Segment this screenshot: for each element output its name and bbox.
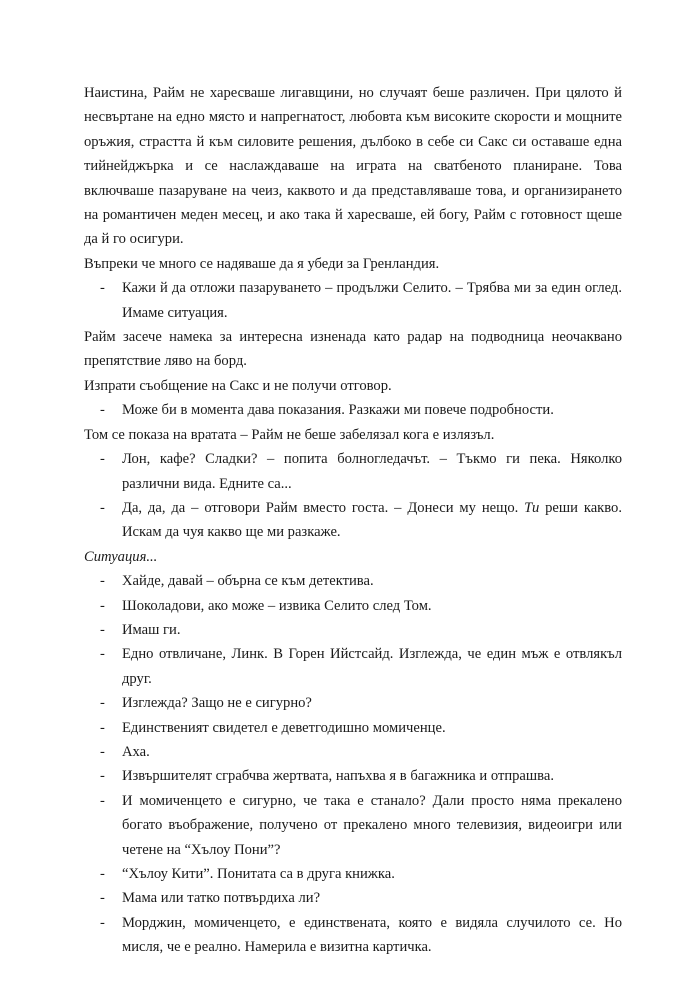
dialog-line (84, 618, 622, 642)
dash-marker: - (100, 597, 105, 614)
dialog-line (84, 496, 622, 545)
paragraph-greenland: Въпреки че много се надяваше да я убеди за Гренландия. (84, 255, 440, 272)
dash-marker: - (100, 695, 105, 712)
dash-marker: - (100, 719, 105, 736)
dialog-list (84, 569, 622, 960)
dialog-line (84, 447, 622, 496)
dash-marker: - (100, 451, 105, 468)
dialog-text: Лон, кафе? Сладки? – попита болногледачът. – Тъкмо ги пека. Няколко различни вида. Едните са... (122, 451, 622, 492)
dash-marker: - (100, 646, 105, 663)
dialog-line (84, 740, 622, 764)
dash-marker: - (100, 280, 105, 297)
dash-marker: - (100, 743, 105, 760)
dialog-line (84, 789, 622, 862)
dialog-text: Изглежда? Защо не е сигурно? (122, 695, 312, 712)
dialog-line (84, 886, 622, 910)
dash-marker: - (100, 499, 105, 516)
dash-marker: - (100, 402, 105, 419)
dialog-text: Може би в момента дава показания. Разкажи ми повече подробности. (122, 402, 554, 419)
dialog-line (84, 862, 622, 886)
dash-marker: - (100, 914, 105, 931)
dialog-line (84, 642, 622, 691)
dialog-line (84, 691, 622, 715)
paragraph-radar: Райм засече намека за интересна изненада като радар на подводница неочаквано препятствие ляво на борд. (84, 329, 622, 370)
dialog-text: Мама или татко потвърдиха ли? (122, 890, 321, 907)
dialog-text: Хайде, давай – обърна се към детектива. (122, 573, 374, 590)
dialog-text: “Хълоу Кити”. Понитата са в друга книжка. (122, 866, 395, 882)
dialog-text: Шоколадови, ако може – извика Селито след Том. (122, 597, 432, 614)
dash-marker: - (100, 890, 105, 907)
emphasis-word: Ти (524, 499, 540, 516)
dialog-line (84, 911, 622, 960)
dialog-text: Извършителят сграбчва жертвата, напъхва я в багажника и отпрашва. (122, 768, 554, 785)
dialog-line (84, 398, 622, 422)
dialog-text-part: реши какво. Искам да чуя какво ще ми разкаже. (122, 499, 622, 541)
dialog-text: Едно отвличане, Линк. В Горен Ийстсайд. Изглежда, че един мъж е отвлякъл друг. (122, 646, 622, 687)
paragraph-tom: Том се показа на вратата – Райм не беше забелязал кога е излязъл. (84, 426, 495, 443)
dash-marker: - (100, 621, 105, 638)
dialog-text-part: Да, да, да – отговори Райм вместо госта. – Донеси му нещо. (122, 499, 525, 516)
dash-marker: - (100, 768, 105, 785)
dialog-text (122, 500, 622, 540)
paragraph-situation: Ситуация... (84, 548, 158, 565)
dialog-text: Аха. (122, 743, 150, 760)
paragraph-message: Изпрати съобщение на Сакс и не получи отговор. (84, 377, 392, 394)
paragraph-wedding: Наистина, Райм не харесваше лигавщини, но случаят беше различен. При цялото й несвъртане на едно място и напрегнатост, любовта към високите скорости и мощните оръжия, страстта й към силовите решения, дълбоко в себе си Сакс си оставаше една тийнейджърка и се наслаждаваше на играта на сватбеното планиране. Това включваше пазаруване на чеиз, каквото и да представляваше това, и организирането на романтичен меден месец, и ако така й харесваше, ей богу, Райм с готовност щеше да й го осигури. (84, 85, 622, 248)
dash-marker: - (100, 866, 105, 882)
dialog-line (84, 764, 622, 788)
dialog-text: Имаш ги. (122, 621, 181, 638)
dialog-line (84, 594, 622, 618)
dash-marker: - (100, 792, 105, 809)
dialog-line (84, 569, 622, 593)
dialog-text: Морджин, момиченцето, е единствената, която е видяла случилото се. Но мисля, че е реално. Намерила е визитна картичка. (122, 914, 622, 956)
dialog-text: Единственият свидетел е деветгодишно момиченце. (122, 719, 446, 736)
dash-marker: - (100, 573, 105, 590)
dialog-line (84, 716, 622, 740)
dialog-text: И момиченцето е сигурно, че така е станало? Дали просто няма прекалено богато въображение, получено от прекалено много телевизия, видеоигри или четене на “Хълоу Пони”? (122, 792, 622, 858)
dialog-line (84, 276, 622, 325)
dialog-text: Кажи й да отложи пазаруването – продължи Селито. – Трябва ми за един оглед. Имаме ситуация. (122, 280, 622, 321)
